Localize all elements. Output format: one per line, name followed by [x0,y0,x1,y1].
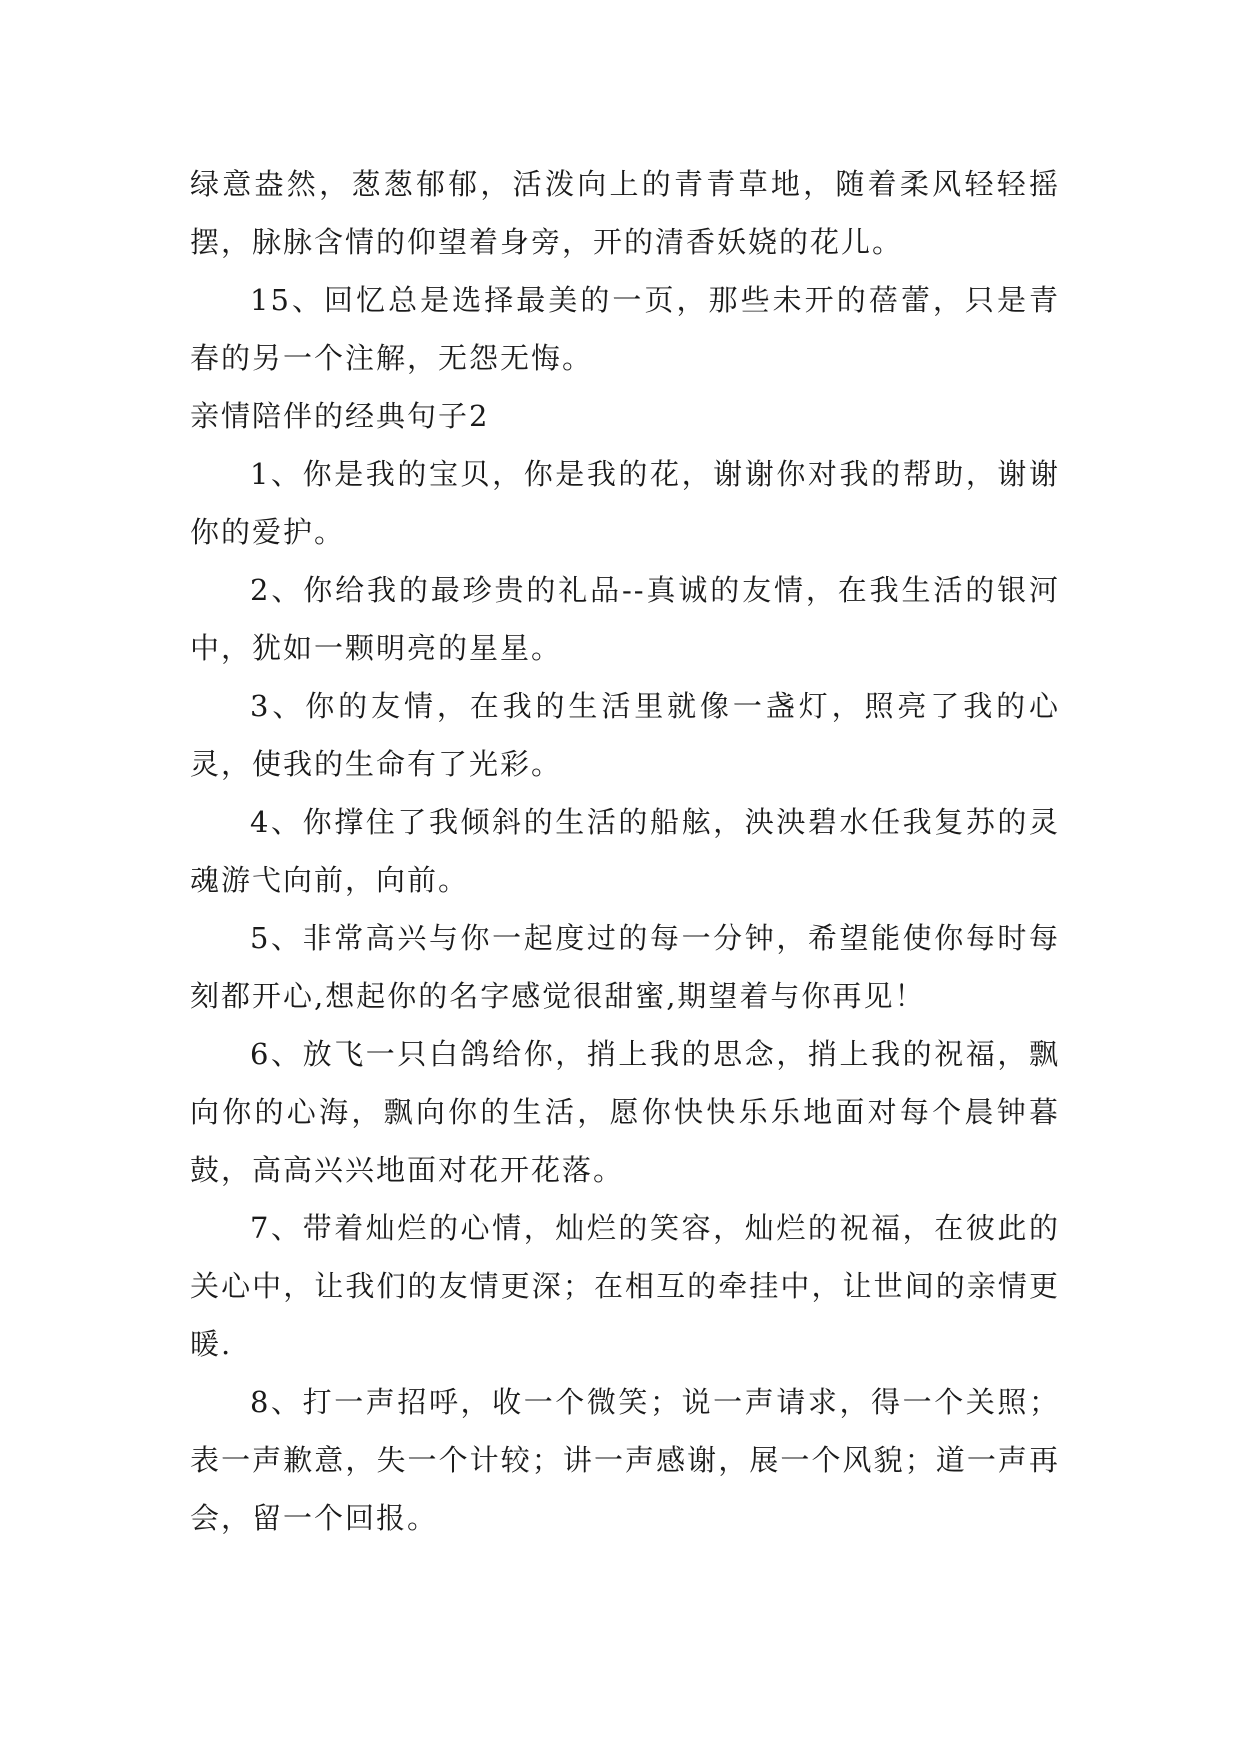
paragraph-item-7: 7、带着灿烂的心情，灿烂的笑容，灿烂的祝福，在彼此的关心中，让我们的友情更深；在相互的牵挂中，让世间的亲情更暖. [190,1211,1060,1361]
paragraph-item-2: 2、你给我的最珍贵的礼品--真诚的友情，在我生活的银河中，犹如一颗明亮的星星。 [190,573,1060,665]
paragraph-item-6: 6、放飞一只白鸽给你，捎上我的思念，捎上我的祝福，飘向你的心海，飘向你的生活，愿你快快乐乐地面对每个晨钟暮鼓，高高兴兴地面对花开花落。 [190,1037,1060,1187]
section-title: 亲情陪伴的经典句子2 [190,399,490,433]
paragraph-item-5: 5、非常高兴与你一起度过的每一分钟，希望能使你每时每刻都开心,想起你的名字感觉很甜蜜,期望着与你再见！ [190,921,1060,1013]
paragraph-item-4: 4、你撑住了我倾斜的生活的船舷，泱泱碧水任我复苏的灵魂游弋向前，向前。 [190,805,1060,897]
paragraph-item-8: 8、打一声招呼，收一个微笑；说一声请求，得一个关照；表一声歉意，失一个计较；讲一声感谢，展一个风貌；道一声再会，留一个回报。 [190,1385,1060,1535]
paragraph-item-1: 1、你是我的宝贝，你是我的花，谢谢你对我的帮助，谢谢你的爱护。 [190,457,1060,549]
paragraph-continuation: 绿意盎然，葱葱郁郁，活泼向上的青青草地，随着柔风轻轻摇摆，脉脉含情的仰望着身旁，开的清香妖娆的花儿。 [190,167,1060,259]
paragraph-item-3: 3、你的友情，在我的生活里就像一盏灯，照亮了我的心灵，使我的生命有了光彩。 [190,689,1060,781]
document-body [190,155,1060,1547]
paragraph-item-15: 15、回忆总是选择最美的一页，那些未开的蓓蕾，只是青春的另一个注解，无怨无悔。 [190,283,1060,375]
